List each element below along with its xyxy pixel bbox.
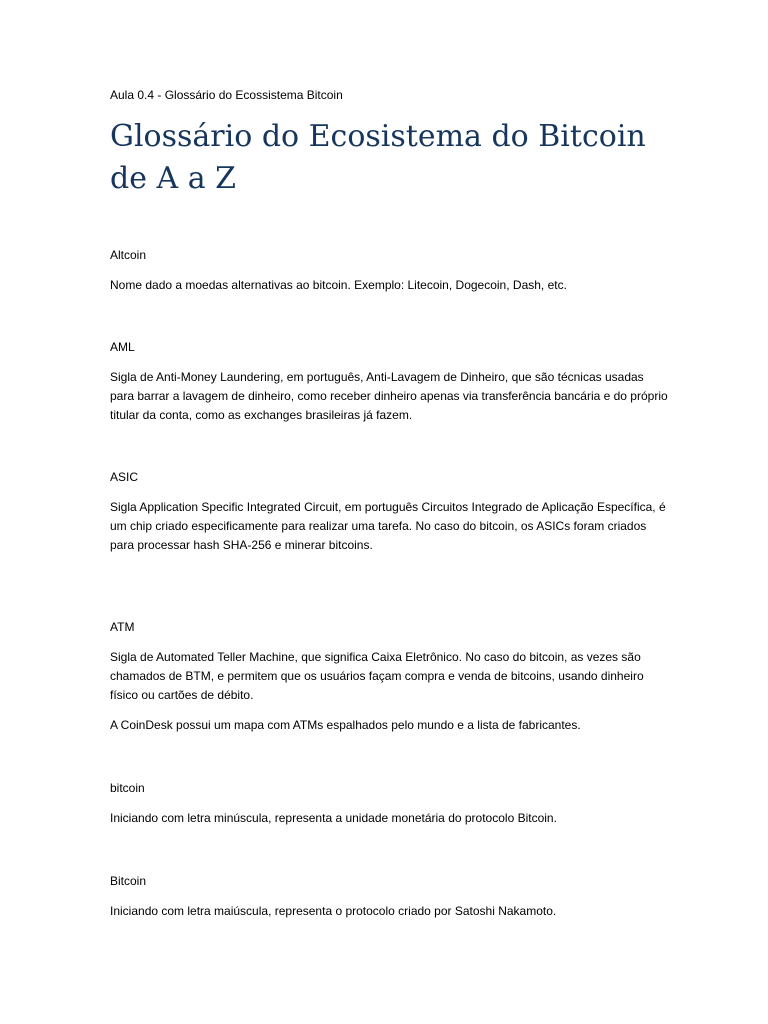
lesson-subtitle: Aula 0.4 - Glossário do Ecossistema Bitcoin bbox=[110, 88, 343, 102]
page-title: Glossário do Ecosistema do Bitcoin de A a Z bbox=[110, 119, 646, 196]
glossary-term-atm: ATM bbox=[110, 620, 135, 634]
glossary-term-bitcoin-protocol: Bitcoin bbox=[110, 874, 147, 888]
glossary-definition-bitcoin-protocol: Iniciando com letra maiúscula, representa o protocolo criado por Satoshi Nakamoto. bbox=[110, 904, 557, 918]
glossary-definition-altcoin: Nome dado a moedas alternativas ao bitcoin. Exemplo: Litecoin, Dogecoin, Dash, etc. bbox=[110, 278, 567, 292]
glossary-definition-asic: Sigla Application Specific Integrated Circuit, em português Circuitos Integrado de Aplicação Específica, é um chip criado especificamente para realizar uma tarefa. No caso do bitcoin, os ASICs foram criados para processar hash SHA-256 e minerar bitcoins. bbox=[110, 500, 666, 552]
glossary-definition-bitcoin-unit: Iniciando com letra minúscula, representa a unidade monetária do protocolo Bitcoin. bbox=[110, 811, 557, 825]
glossary-note-atm: A CoinDesk possui um mapa com ATMs espalhados pelo mundo e a lista de fabricantes. bbox=[110, 718, 581, 732]
glossary-term-aml: AML bbox=[110, 340, 135, 354]
glossary-definition-atm: Sigla de Automated Teller Machine, que significa Caixa Eletrônico. No caso do bitcoin, as vezes são chamados de BTM, e permitem que os usuários façam compra e venda de bitcoins, usando dinheiro físico ou cartões de débito. bbox=[110, 650, 644, 702]
glossary-definition-aml: Sigla de Anti-Money Laundering, em português, Anti-Lavagem de Dinheiro, que são técnicas usadas para barrar a lavagem de dinheiro, como receber dinheiro apenas via transferência bancária e do próprio titular da conta, como as exchanges brasileiras já fazem. bbox=[110, 370, 668, 422]
glossary-term-altcoin: Altcoin bbox=[110, 248, 147, 262]
glossary-term-bitcoin-unit: bitcoin bbox=[110, 781, 145, 795]
glossary-term-asic: ASIC bbox=[110, 470, 139, 484]
